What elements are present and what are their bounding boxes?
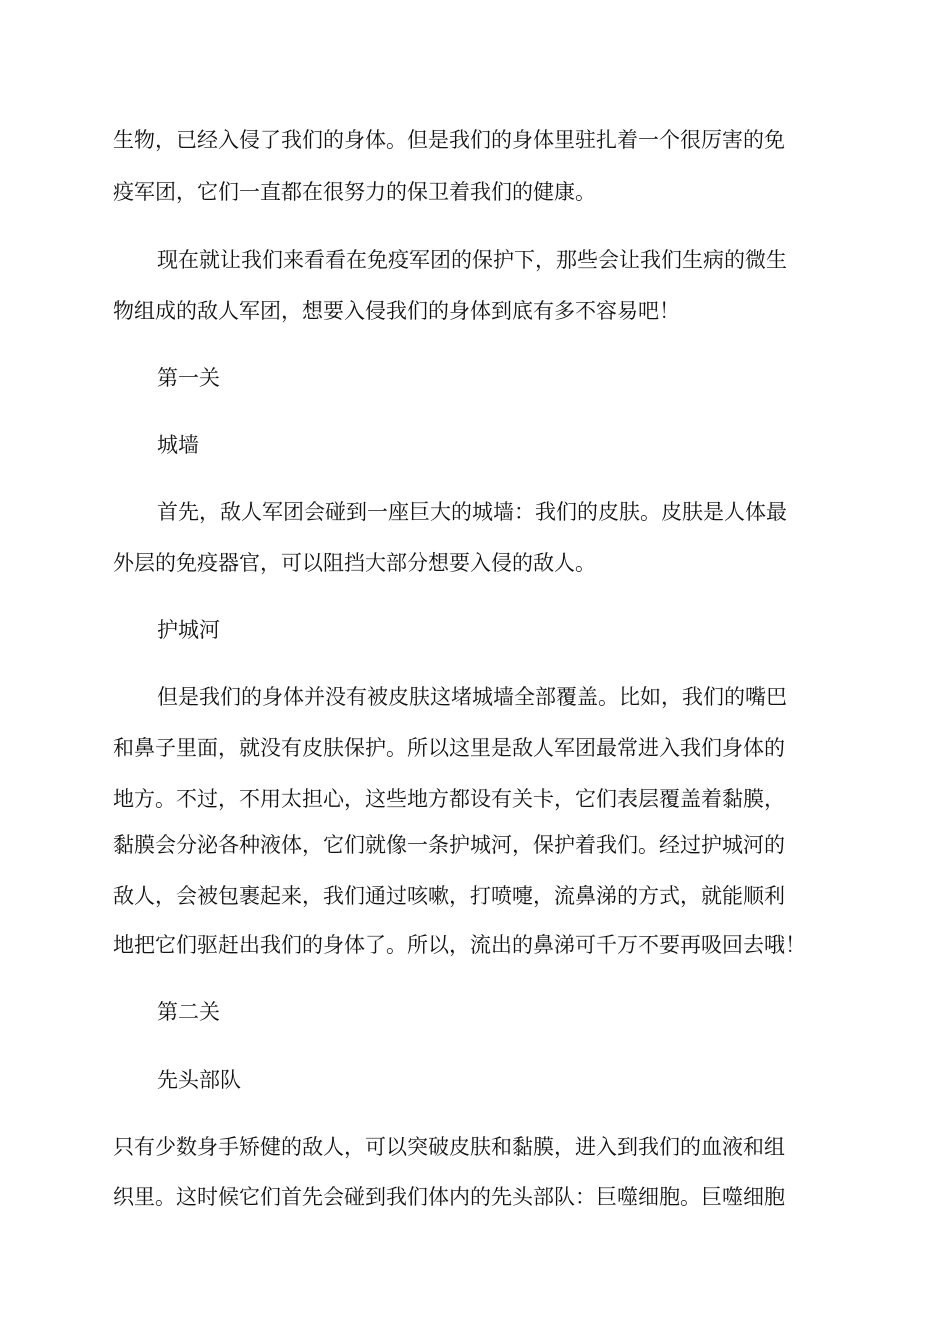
paragraph-line: 物组成的敌人军团，想要入侵我们的身体到底有多不容易吧！ — [113, 299, 680, 323]
paragraph-line: 地方。不过，不用太担心，这些地方都设有关卡，它们表层覆盖着黏膜， — [113, 787, 785, 811]
paragraph-line: 织里。这时候它们首先会碰到我们体内的先头部队：巨噬细胞。巨噬细胞 — [113, 1185, 785, 1209]
paragraph-line: 现在就让我们来看看在免疫军团的保护下，那些会让我们生病的微生 — [157, 248, 787, 272]
section-heading-level-2: 第二关 — [157, 1000, 220, 1024]
paragraph-line: 敌人，会被包裹起来，我们通过咳嗽，打喷嚏，流鼻涕的方式，就能顺利 — [113, 884, 785, 908]
paragraph-line: 但是我们的身体并没有被皮肤这堵城墙全部覆盖。比如，我们的嘴巴 — [157, 685, 787, 709]
section-heading-level-1: 第一关 — [157, 366, 220, 390]
paragraph-line: 只有少数身手矫健的敌人，可以突破皮肤和黏膜，进入到我们的血液和组 — [113, 1135, 785, 1159]
paragraph-line: 外层的免疫器官，可以阻挡大部分想要入侵的敌人。 — [113, 551, 596, 575]
paragraph-line: 首先，敌人军团会碰到一座巨大的城墙：我们的皮肤。皮肤是人体最 — [157, 500, 787, 524]
paragraph-line: 黏膜会分泌各种液体，它们就像一条护城河，保护着我们。经过护城河的 — [113, 833, 785, 857]
paragraph-line: 疫军团，它们一直都在很努力的保卫着我们的健康。 — [113, 180, 596, 204]
paragraph-line: 生物，已经入侵了我们的身体。但是我们的身体里驻扎着一个很厉害的免 — [113, 128, 785, 152]
subsection-heading-moat: 护城河 — [157, 618, 220, 642]
subsection-heading-walls: 城墙 — [157, 433, 199, 457]
subsection-heading-vanguard: 先头部队 — [157, 1068, 241, 1092]
paragraph-line: 和鼻子里面，就没有皮肤保护。所以这里是敌人军团最常进入我们身体的 — [113, 736, 785, 760]
paragraph-line: 地把它们驱赶出我们的身体了。所以，流出的鼻涕可千万不要再吸回去哦！ — [113, 933, 806, 957]
